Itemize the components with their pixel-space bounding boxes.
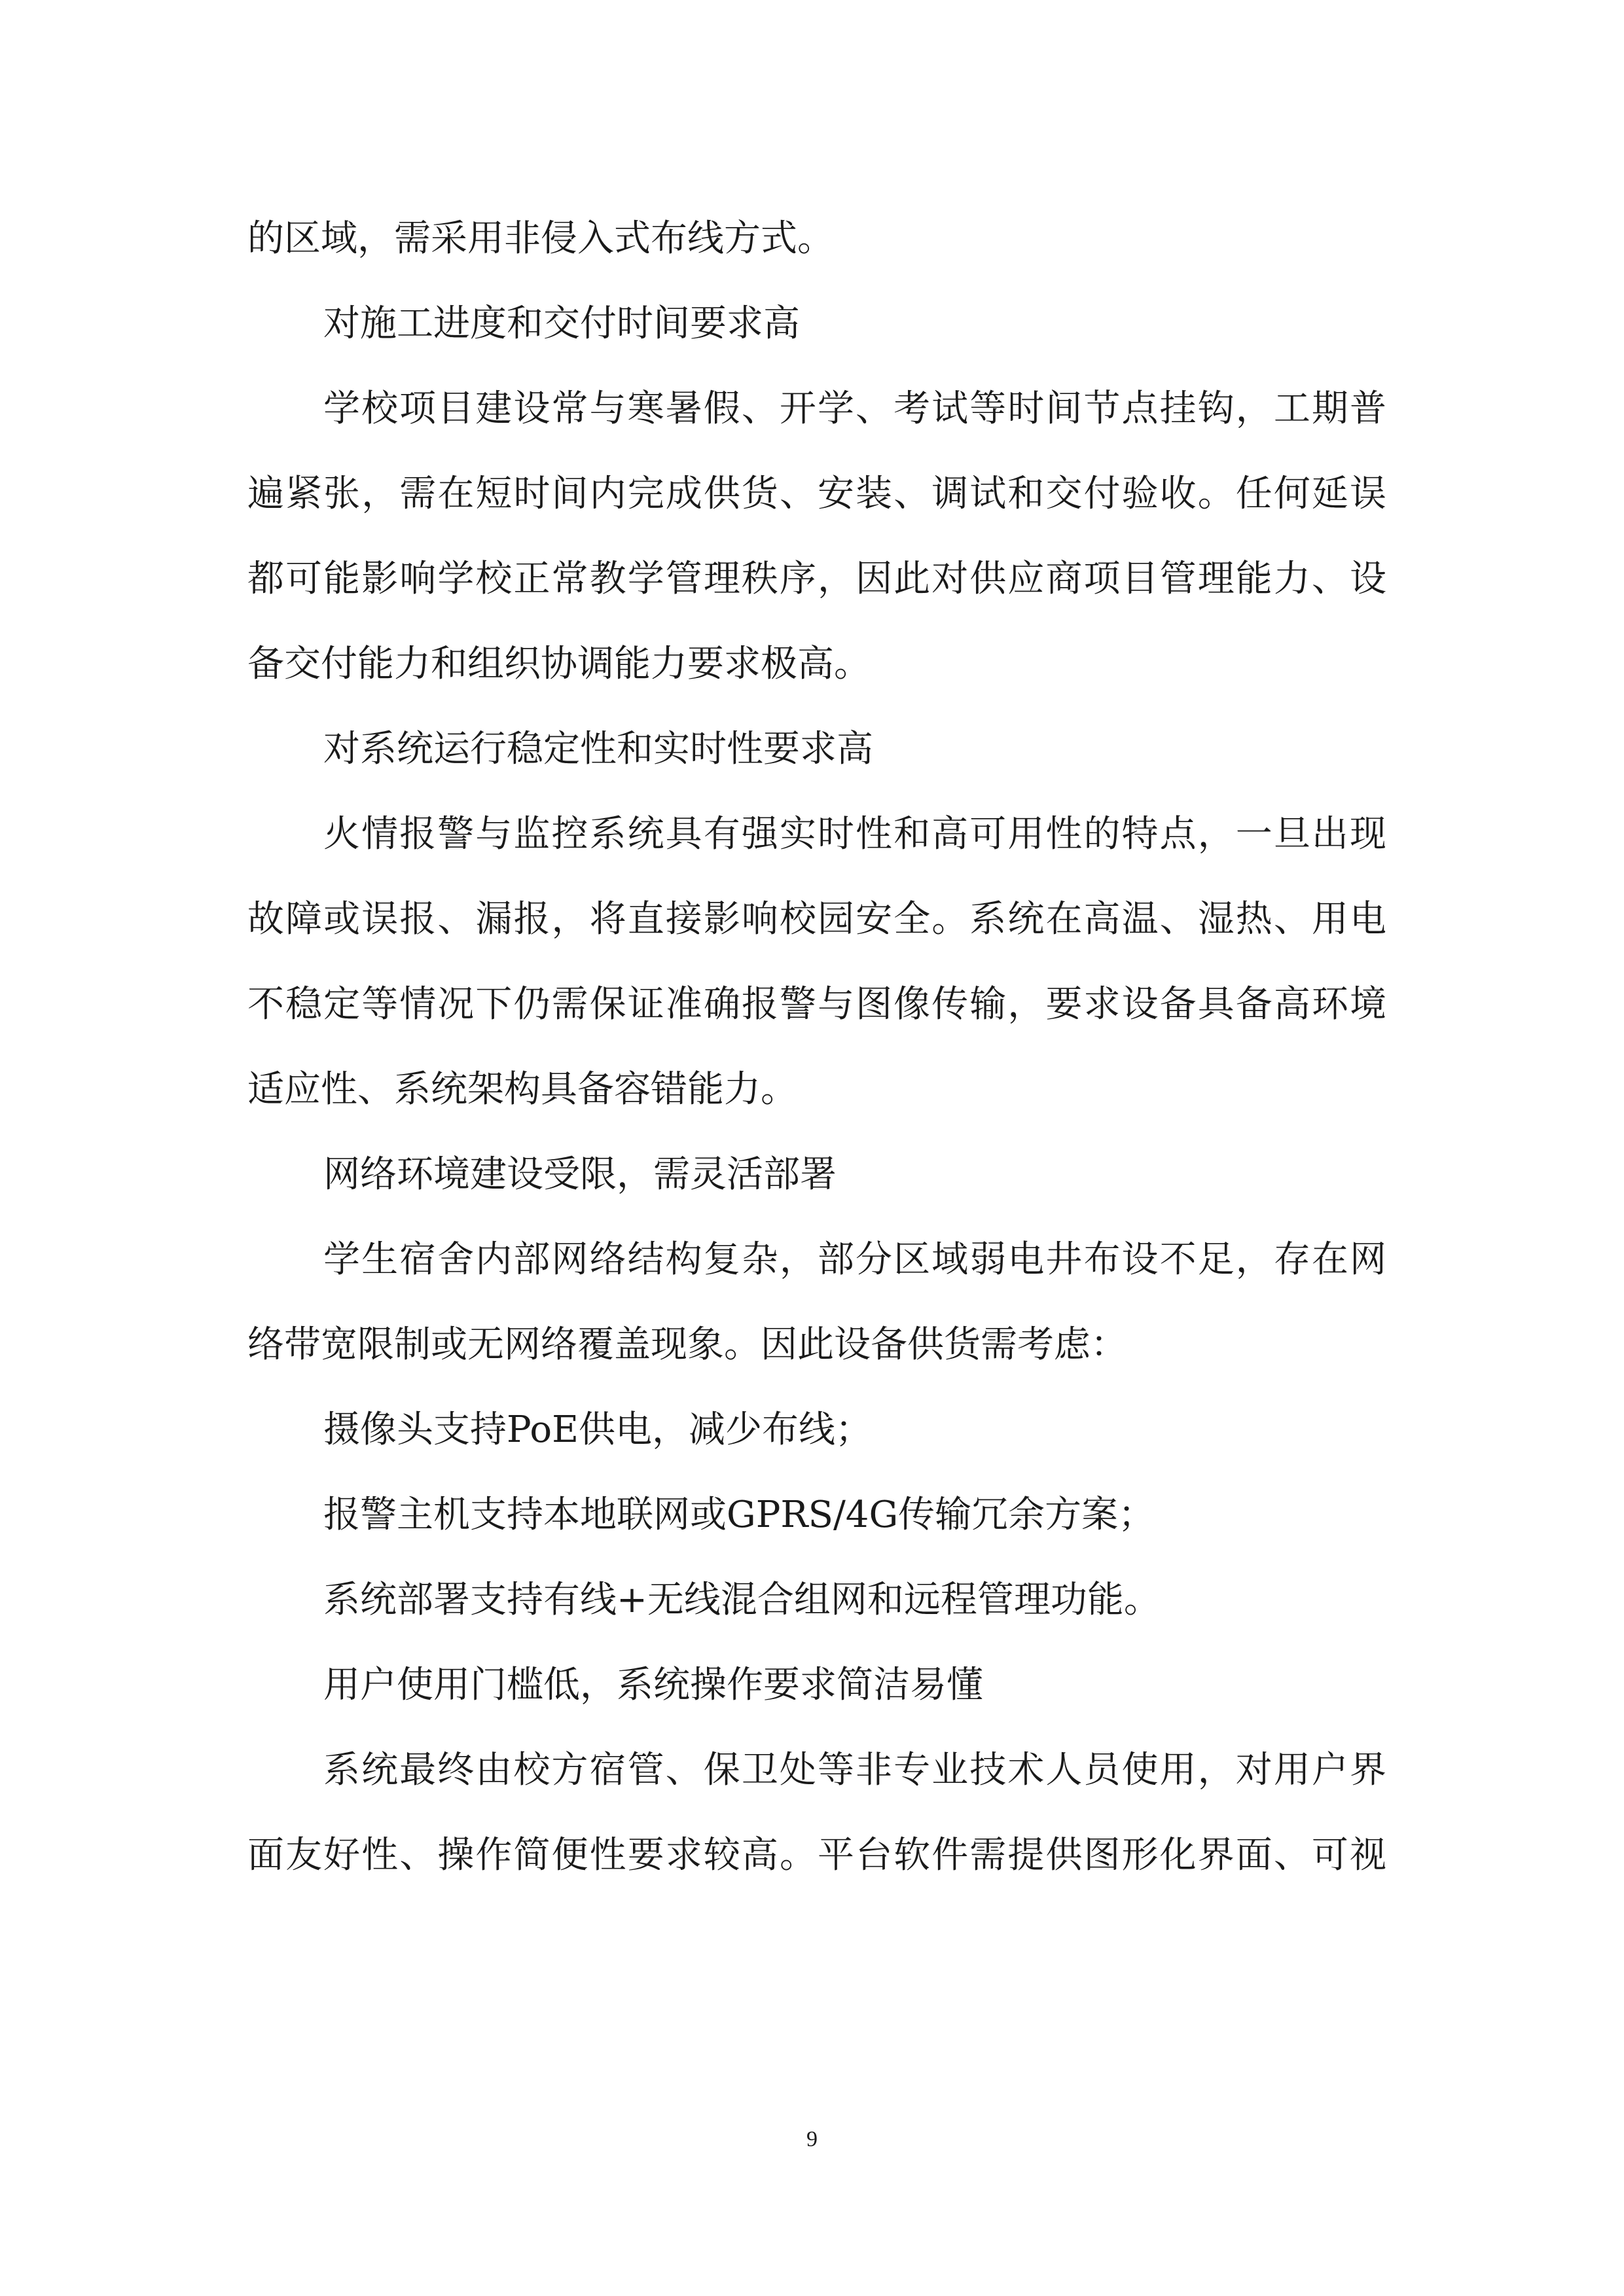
section-heading: 对施工进度和交付时间要求高: [323, 302, 800, 345]
paragraph-line: 都可能影响学校正常教学管理秩序，因此对供应商项目管理能力、设: [247, 558, 1386, 600]
paragraph-line: 火情报警与监控系统具有强实时性和高可用性的特点，一旦出现: [323, 813, 1386, 855]
paragraph-line: 不稳定等情况下仍需保证准确报警与图像传输，要求设备具备高环境: [247, 983, 1386, 1026]
page-number: 9: [806, 2127, 818, 2151]
paragraph-line: 系统最终由校方宿管、保卫处等非专业技术人员使用，对用户界: [323, 1749, 1386, 1791]
paragraph-line: 学校项目建设常与寒暑假、开学、考试等时间节点挂钩，工期普: [323, 387, 1386, 430]
section-heading: 摄像头支持PoE供电，减少布线；: [323, 1408, 873, 1451]
paragraph-line: 学生宿舍内部网络结构复杂，部分区域弱电井布设不足，存在网: [323, 1238, 1386, 1281]
section-heading: 对系统运行稳定性和实时性要求高: [323, 728, 873, 770]
document-body: [247, 196, 1386, 1898]
paragraph-line: 备交付能力和组织协调能力要求极高。: [247, 643, 871, 685]
paragraph-line: 故障或误报、漏报，将直接影响校园安全。系统在高温、湿热、用电: [247, 898, 1386, 941]
section-heading: 系统部署支持有线+无线混合组网和远程管理功能。: [323, 1579, 1161, 1621]
section-heading: 报警主机支持本地联网或GPRS/4G传输冗余方案；: [323, 1494, 1155, 1536]
paragraph-line: 的区域，需采用非侵入式布线方式。: [247, 217, 834, 260]
paragraph-line: 面友好性、操作简便性要求较高。平台软件需提供图形化界面、可视: [247, 1834, 1386, 1876]
section-heading: 用户使用门槛低，系统操作要求简洁易懂: [323, 1664, 983, 1706]
paragraph-line: 遍紧张，需在短时间内完成供货、安装、调试和交付验收。任何延误: [247, 473, 1386, 515]
section-heading: 网络环境建设受限，需灵活部署: [323, 1153, 837, 1196]
paragraph-line: 适应性、系统架构具备容错能力。: [247, 1068, 797, 1111]
paragraph-line: 络带宽限制或无网络覆盖现象。因此设备供货需考虑：: [247, 1323, 1127, 1366]
